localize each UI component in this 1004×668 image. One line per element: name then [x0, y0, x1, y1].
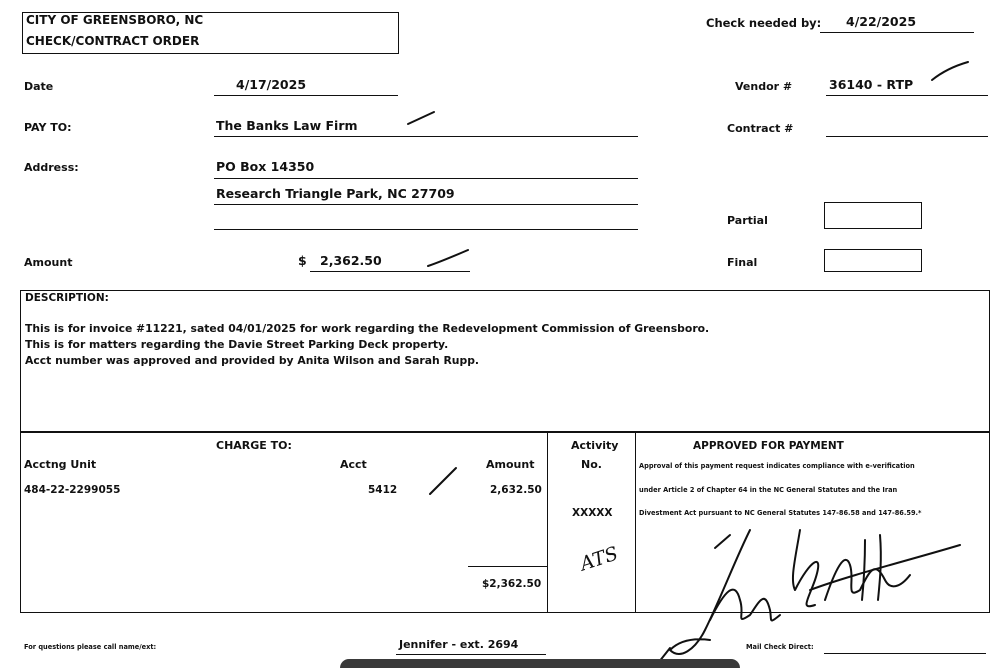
col-acct: Acct	[340, 458, 367, 471]
vendor-line	[826, 95, 988, 96]
date-line	[214, 95, 398, 96]
address-line3-rule	[214, 229, 638, 230]
amount-label: Amount	[24, 256, 73, 269]
address-line2-rule	[214, 204, 638, 205]
address-line2: Research Triangle Park, NC 27709	[216, 186, 455, 201]
col-amount: Amount	[486, 458, 535, 471]
charge-heading: CHARGE TO:	[216, 439, 292, 452]
final-label: Final	[727, 256, 758, 269]
vendor-checkmark	[928, 60, 972, 84]
mail-check-line	[824, 653, 986, 654]
acct-value: 5412	[368, 484, 398, 496]
activity-divider-left	[547, 432, 548, 613]
initials-handwritten: ATS	[577, 542, 621, 576]
payto-value: The Banks Law Firm	[216, 118, 358, 133]
unit-value: 484-22-2299055	[24, 484, 121, 496]
check-needed-label: Check needed by:	[706, 16, 822, 30]
acct-checkmark	[428, 466, 458, 496]
amount-line	[310, 271, 470, 272]
contract-line	[826, 136, 988, 137]
activity-value: XXXXX	[572, 507, 613, 519]
amount-row-value: 2,632.50	[490, 484, 542, 496]
vendor-label: Vendor #	[735, 80, 793, 93]
questions-label: For questions please call name/ext:	[24, 643, 157, 651]
approval-heading: APPROVED FOR PAYMENT	[693, 440, 844, 452]
contact-value: Jennifer - ext. 2694	[399, 638, 519, 651]
payto-checkmark	[406, 110, 436, 126]
partial-label: Partial	[727, 214, 768, 227]
description-line-1: This is for invoice #11221, sated 04/01/2025 for work regarding the Redevelopment Commission of Greensboro.	[25, 322, 710, 335]
contract-label: Contract #	[727, 122, 794, 135]
activity-divider-right	[635, 432, 636, 613]
check-needed-line	[820, 32, 974, 33]
total-rule	[468, 566, 547, 567]
description-line-2: This is for matters regarding the Davie Street Parking Deck property.	[25, 338, 449, 351]
final-checkbox[interactable]	[824, 249, 922, 272]
description-heading: DESCRIPTION:	[25, 292, 109, 304]
address-line1-rule	[214, 178, 638, 179]
partial-checkbox[interactable]	[824, 202, 922, 229]
approval-text-2: under Article 2 of Chapter 64 in the NC General Statutes and the Iran	[639, 486, 898, 494]
payto-label: PAY TO:	[24, 121, 72, 134]
col-activity-2: No.	[581, 458, 602, 471]
payto-line	[214, 136, 638, 137]
amount-checkmark	[426, 248, 470, 268]
contact-line	[396, 654, 546, 655]
approval-text-3: Divestment Act pursuant to NC General Statutes 147-86.58 and 147-86.59.*	[639, 509, 922, 517]
mail-check-label: Mail Check Direct:	[746, 643, 814, 651]
check-needed-value: 4/22/2025	[846, 14, 917, 29]
col-activity-1: Activity	[571, 439, 619, 452]
vendor-value: 36140 - RTP	[829, 77, 914, 92]
description-line-3: Acct number was approved and provided by Anita Wilson and Sarah Rupp.	[25, 354, 480, 367]
bottom-overlay-bar	[340, 659, 740, 668]
amount-value: 2,362.50	[320, 253, 382, 268]
amount-currency: $	[298, 253, 307, 268]
date-label: Date	[24, 80, 54, 93]
total-value: $2,362.50	[482, 578, 542, 590]
header-line2: CHECK/CONTRACT ORDER	[26, 34, 200, 48]
approval-text-1: Approval of this payment request indicates compliance with e-verification	[639, 462, 915, 470]
date-value: 4/17/2025	[236, 77, 307, 92]
header-line1: CITY OF GREENSBORO, NC	[26, 13, 204, 27]
col-acctng-unit: Acctng Unit	[24, 458, 97, 471]
address-line1: PO Box 14350	[216, 159, 315, 174]
address-label: Address:	[24, 161, 79, 174]
